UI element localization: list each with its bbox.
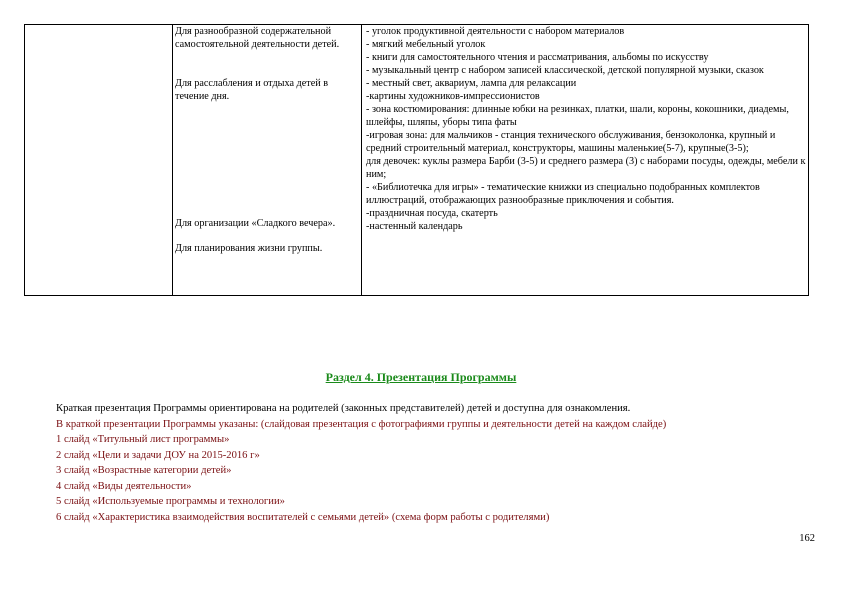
equipment-item: -игровая зона: для мальчиков - станция технического обслуживания, бензоколонка, крупный и средний строительный материал, конструкторы, машины маленькие(5-7), крупные(3-5); [366,130,776,154]
equipment-item: - книги для самостоятельного чтения и рассматривания, альбомы по искусству [366,52,709,63]
equipment-item: - уголок продуктивной деятельности с набором материалов [366,26,625,37]
equipment-item: - мягкий мебельный уголок [366,39,486,50]
page-number: 162 [799,533,815,544]
equipment-item: - «Библиотечка для игры» - тематические книжки из специально подобранных комплектов иллюстраций, отображающих разнообразные приключения и события. [366,182,760,206]
equipment-item: для девочек: куклы размера Барби (3-5) и среднего размера (3) с наборами посуды, одежды, мебели к ним; [366,156,806,180]
equipment-item: -праздничная посуда, скатерть [366,208,498,219]
slide-line: 4 слайд «Виды деятельности» [56,480,192,492]
table-row [25,25,809,296]
slide-line: 1 слайд «Титульный лист программы» [56,434,230,445]
presentation-block [56,401,816,525]
purpose-1: Для разнообразной содержательной самостоятельной деятельности детей. [175,26,340,50]
slide-line: 2 слайд «Цели и задачи ДОУ на 2015-2016 г» [56,449,260,461]
equipment-item: - зона костюмирования: длинные юбки на резинках, платки, шали, короны, кокошники, диадемы, шлейфы, шляпы, уборы типа фаты [366,104,789,128]
purpose-cell [173,25,362,296]
equipment-cell [362,25,809,296]
presentation-intro: Краткая презентация Программы ориентирована на родителей (законных представителей) детей и доступна для ознакомления. [56,403,631,414]
purpose-3: Для организации «Сладкого вечера». [175,218,336,229]
equipment-item: -картины художников-импрессионистов [366,91,540,102]
section-title: Раздел 4. Презентация Программы [325,370,517,384]
slide-line: 6 слайд «Характеристика взаимодействия воспитателей с семьями детей» (схема форм работы с родителями) [56,511,550,523]
equipment-item: -настенный календарь [366,221,463,232]
slide-line: 3 слайд «Возрастные категории детей» [56,465,232,476]
purpose-4: Для планирования жизни группы. [175,243,323,254]
equipment-item: - музыкальный центр с набором записей классической, детской популярной музыки, сказок [366,65,764,76]
environment-table [24,24,809,296]
equipment-item: - местный свет, аквариум, лампа для релаксации [366,78,577,89]
slide-line: 5 слайд «Используемые программы и технологии» [56,496,285,507]
presentation-line: В краткой презентации Программы указаны: (слайдовая презентация с фотографиями группы и деятельности детей на каждом слайде) [56,418,667,430]
purpose-2: Для расслабления и отдыха детей в течение дня. [175,78,329,102]
empty-cell [25,25,173,296]
